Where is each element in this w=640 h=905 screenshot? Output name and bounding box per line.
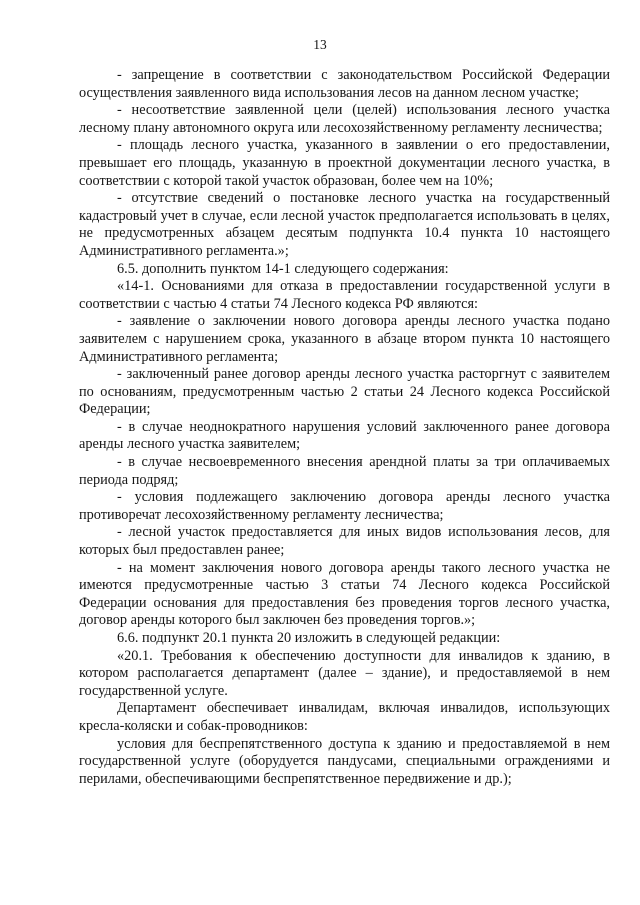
paragraph: Департамент обеспечивает инвалидам, включая инвалидов, использующих кресла-коляски и собак-проводников: [79,700,610,734]
paragraph: - несоответствие заявленной цели (целей) использования лесного участка лесному плану автономного округа или лесохозяйственному регламенту лесничества; [79,102,610,136]
paragraph: - на момент заключения нового договора аренды такого лесного участка не имеются предусмотренные частью 3 статьи 74 Лесного кодекса Российской Федерации основания для предоставления без проведения торгов лесного участка, договор аренды которого был заключен без проведения торгов.»; [79,559,610,629]
paragraph: - условия подлежащего заключению договора аренды лесного участка противоречат лесохозяйственному регламенту лесничества; [79,489,610,523]
paragraph: - заключенный ранее договор аренды лесного участка расторгнут с заявителем по основаниям, предусмотренным частью 2 статьи 24 Лесного кодекса Российской Федерации; [79,366,610,418]
paragraph: «20.1. Требования к обеспечению доступности для инвалидов к зданию, в котором располагается департамент (далее – здание), и предоставляемой в нем государственной услуге. [79,647,610,699]
paragraph: - площадь лесного участка, указанного в заявлении о его предоставлении, превышает его площадь, указанную в проектной документации лесного участка, в соответствии с которой такой участок образован, более чем на 10%; [79,137,610,189]
document-body [79,67,610,788]
page-number: 13 [313,37,327,52]
paragraph: - лесной участок предоставляется для иных видов использования лесов, для которых был предоставлен ранее; [79,524,610,559]
paragraph: «14-1. Основаниями для отказа в предоставлении государственной услуги в соответствии с частью 4 статьи 74 Лесного кодекса РФ являются: [79,278,610,312]
paragraph: условия для беспрепятственного доступа к зданию и предоставляемой в нем государственной услуге (оборудуется пандусами, специальными ограждениями и перилами, обеспечивающими беспрепятственное передвижение и др.); [79,735,610,787]
paragraph: 6.5. дополнить пунктом 14-1 следующего содержания: [117,260,449,277]
paragraph: - запрещение в соответствии с законодательством Российской Федерации осуществления заявленного вида использования лесов на данном лесном участке; [79,67,610,101]
paragraph: - отсутствие сведений о постановке лесного участка на государственный кадастровый учет в случае, если лесной участок предполагается использовать в целях, не предусмотренных абзацем десятым подпункта 10.4 пункта 10 настоящего Административного регламента.»; [79,190,610,259]
paragraph: - заявление о заключении нового договора аренды лесного участка подано заявителем с нарушением срока, указанного в абзаце втором пункта 10 настоящего Административного регламента; [79,313,610,365]
paragraph: - в случае неоднократного нарушения условий заключенного ранее договора аренды лесного участка заявителем; [79,418,610,453]
paragraph: 6.6. подпункт 20.1 пункта 20 изложить в следующей редакции: [117,630,501,646]
paragraph: - в случае несвоевременного внесения арендной платы за три оплачиваемых периода подряд; [79,454,610,488]
